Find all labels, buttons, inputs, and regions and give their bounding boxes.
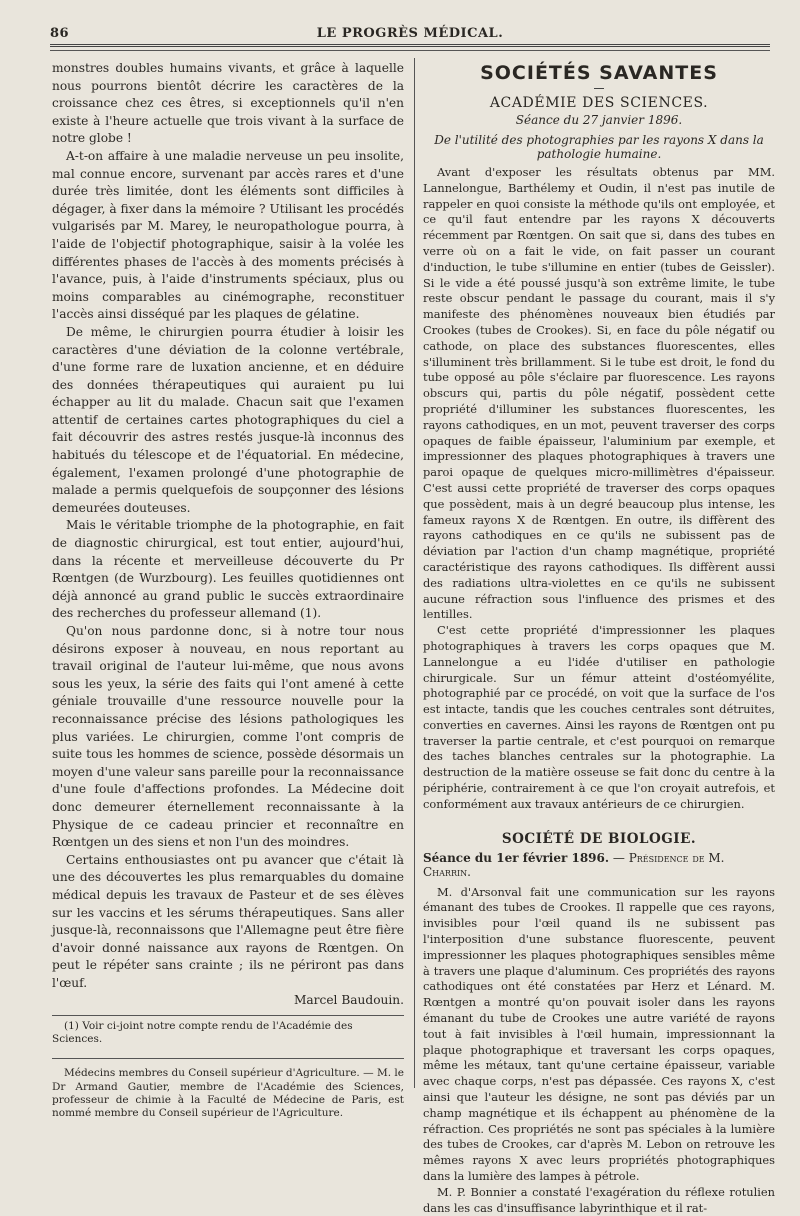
- paragraph: De même, le chirurgien pourra étudier à loisir les caractères d'une déviation de la colonne vertébrale, d'une forme rare de luxation ancienne, et en déduire des données thérapeutiques qui auraient pu lui échapper au lit du malade. Chacun sait que l'examen attentif de certaines cartes photographiques du ciel a fait découvrir des astres restés jusque-là inconnus des habitués du télescope et de l'équatorial. En médecine, également, l'examen prolongé d'une photographie de malade a permis quelquefois de soupçonner des lésions demeurées douteuses.: [52, 324, 404, 515]
- academy-title: ACADÉMIE DES SCIENCES.: [489, 95, 709, 111]
- paragraph: Certains enthousiastes ont pu avancer que c'était là une des découvertes les plus remarquables du domaine médical depuis les travaux de Pasteur et de ses élèves sur les vaccins et les sérums thérapeutiques. Sans aller jusque-là, reconnaissons que l'Allemagne peut être fière d'avoir donné naissance aux rayons de Rœntgen. On peut le répéter sans crainte ; ils ne périront pas dans l'œuf.: [52, 852, 404, 990]
- paragraph: A-t-on affaire à une maladie nerveuse un peu insolite, mal connue encore, survenant par accès rares et d'une durée très limitée, dont les éléments sont difficiles à dégager, à fixer dans la mémoire ? Utilisant les procédés vulgarisés par M. Marey, le neuropathologue pourra, à l'aide de l'objectif photographique, saisir à la volée les différentes phases de l'accès à des moments précisés à l'avance, puis, à l'aide d'instruments spéciaux, plus ou moins comparables au cinémographe, reconstituer l'accès ainsi disséqué par les plaques de gélatine.: [52, 148, 404, 322]
- author-signature: Marcel Baudouin.: [293, 993, 404, 1008]
- footnote: (1) Voir ci-joint notre compte rendu de l'Académie des Sciences.: [52, 1020, 353, 1046]
- page-number: 86: [50, 26, 70, 41]
- society-title: SOCIÉTÉ DE BIOLOGIE.: [501, 830, 697, 847]
- society-session-date: Séance du 1er février 1896.: [423, 850, 610, 865]
- paragraph: M. d'Arsonval fait une communication sur les rayons émanant des tubes de Crookes. Il rappelle que ces rayons, invisibles pour l'œil quand ils ne subissent pas l'interposition d'une substance fluorescente, peuvent impressionner les plaques photographiques sensibles même à travers une plaque d'aluminum. Ces propriétés des rayons cathodiques ont été constatées par Herz et Lénard. M. Rœntgen a montré qu'on pouvait isoler dans les rayons émanant du tube de Crookes une autre variété de rayons tout à fait invisibles à l'œil humain, impressionnant la plaque photographique et traversant les corps opaques, même les métaux, tant qu'une certaine épaisseur, variable avec chaque corps, n'est pas dépassée. Ces rayons X, c'est ainsi que l'auteur les désigne, ne sont pas déviés par un champ magnétique et ils échappent au phénomène de la réfraction. Ces propriétés ne sont pas spéciales à la lumière des tubes de Crookes, car d'après M. Lebon on retrouve les mêmes rayons X avec leurs propriétés photographiques dans la lumière des lampes à pétrole.: [423, 884, 775, 1184]
- journal-title: LE PROGRÈS MÉDICAL.: [316, 26, 504, 41]
- notice-rule: [52, 1058, 404, 1059]
- society-presidency: — Présidence de M. Charrin.: [423, 850, 725, 879]
- header-rule-thin: [50, 50, 770, 51]
- left-column: [52, 60, 404, 1120]
- column-divider: [414, 58, 415, 1088]
- paragraph: Mais le véritable triomphe de la photographie, en fait de diagnostic chirurgical, est tout entier, aujourd'hui, dans la récente et merveilleuse découverte du Pr Rœntgen (de Wurzbourg). Les feuilles quotidiennes ont déjà annoncé au grand public le succès extraordinaire des recherches du professeur allemand (1).: [52, 518, 404, 621]
- article-title: De l'utilité des photographies par les rayons X dans la pathologie humaine.: [434, 133, 764, 161]
- paragraph: monstres doubles humains vivants, et grâce à laquelle nous pourrons bientôt décrire les caractères de la croissance chez ces êtres, si exceptionnels qu'il n'en existe à l'heure actuelle que trois vivant à la surface de notre globe !: [52, 61, 404, 146]
- society-session-line: [423, 851, 775, 879]
- agriculture-council-notice: Médecins membres du Conseil supérieur d'Agriculture. — M. le Dr Armand Gautier, membre de l'Académie des Sciences, professeur de chimie à la Faculté de Médecine de Paris, est nommé membre du Conseil supérieur de l'Agriculture.: [52, 1067, 404, 1120]
- paragraph: Avant d'exposer les résultats obtenus par MM. Lannelongue, Barthélemy et Oudin, il n'est pas inutile de rappeler en quoi consiste la méthode qu'ils ont employée, et ce qu'il faut entendre par les rayons X découverts récemment par Rœntgen. On sait que si, dans des tubes en verre où on a fait le vide, on fait passer un courant d'induction, le tube s'illumine en entier (tubes de Geissler). Si le vide a été poussé jusqu'à son extrême limite, le tube reste obscur pendant le passage du courant, mais il s'y manifeste des phénomènes nouveaux bien étudiés par Crookes (tubes de Crookes). Si, en face du pôle négatif ou cathode, on place des substances fluorescentes, elles s'illuminent très brillamment. Si le tube est droit, le fond du tube opposé au pôle s'éclaire par fluorescence. Les rayons obscurs qui, partis du pôle négatif, possèdent cette propriété d'illuminer les substances fluorescentes, les rayons cathodiques, en un mot, peuvent traverser des corps opaques de faible épaisseur, l'aluminium par exemple, et impressionner des plaques photographiques à travers une paroi opaque de quelques micro-millimètres d'épaisseur. C'est aussi cette propriété de traverser des corps opaques que possèdent, mais à un degré beaucoup plus intense, les fameux rayons X de Rœntgen. En outre, ils diffèrent des rayons cathodiques en ce qu'ils ne subissent pas de déviation par l'action d'un champ magnétique, propriété caractéristique des rayons cathodiques. Ils diffèrent aussi des radiations ultra-violettes en ce qu'ils ne subissent aucune réfraction sous l'influence des prismes et des lentilles.: [423, 165, 775, 622]
- running-head: [50, 26, 770, 44]
- footnote-rule: [52, 1015, 404, 1016]
- paragraph: M. P. Bonnier a constaté l'exagération du réflexe rotulien dans les cas d'insuffisance labyrinthique et il rat-: [423, 1184, 775, 1215]
- title-rule: [594, 88, 604, 89]
- header-rule: [50, 44, 770, 47]
- section-title: SOCIÉTÉS SAVANTES: [480, 62, 718, 84]
- paragraph: Qu'on nous pardonne donc, si à notre tour nous désirons exposer à nouveau, en nous reportant au travail original de l'auteur lui-même, que nous avons sous les yeux, la série des faits qui l'ont amené à cette géniale trouvaille d'une ressource nouvelle pour la reconnaissance précise des lésions pathologiques les plus variées. Le chirurgien, comme l'ont compris de suite tous les hommes de science, possède désormais un moyen d'une valeur sans pareille pour la reconnaissance d'une foule d'affections profondes. La Médecine doit donc demeurer éternellement reconnaissante à la Physique de ce cadeau princier et reconnaître en Rœntgen un des siens et non l'un des moindres.: [52, 624, 404, 850]
- right-column: [423, 58, 775, 1215]
- academy-session-date: Séance du 27 janvier 1896.: [515, 113, 683, 127]
- paragraph: C'est cette propriété d'impressionner les plaques photographiques à travers les corps opaques que M. Lannelongue a eu l'idée d'utiliser en pathologie chirurgicale. Sur un fémur atteint d'ostéomyélite, photographié par ce procédé, on voit que la surface de l'os est intacte, tandis que les couches centrales sont détruites, converties en cavernes. Ainsi les rayons de Rœntgen ont pu traverser la partie centrale, et c'est pourquoi on remarque des taches blanches centrales sur la photographie. La destruction de la matière osseuse se fait donc du centre à la périphérie, contrairement à ce que l'on croyait autrefois, et conformément aux travaux antérieurs de ce chirurgien.: [423, 623, 775, 811]
